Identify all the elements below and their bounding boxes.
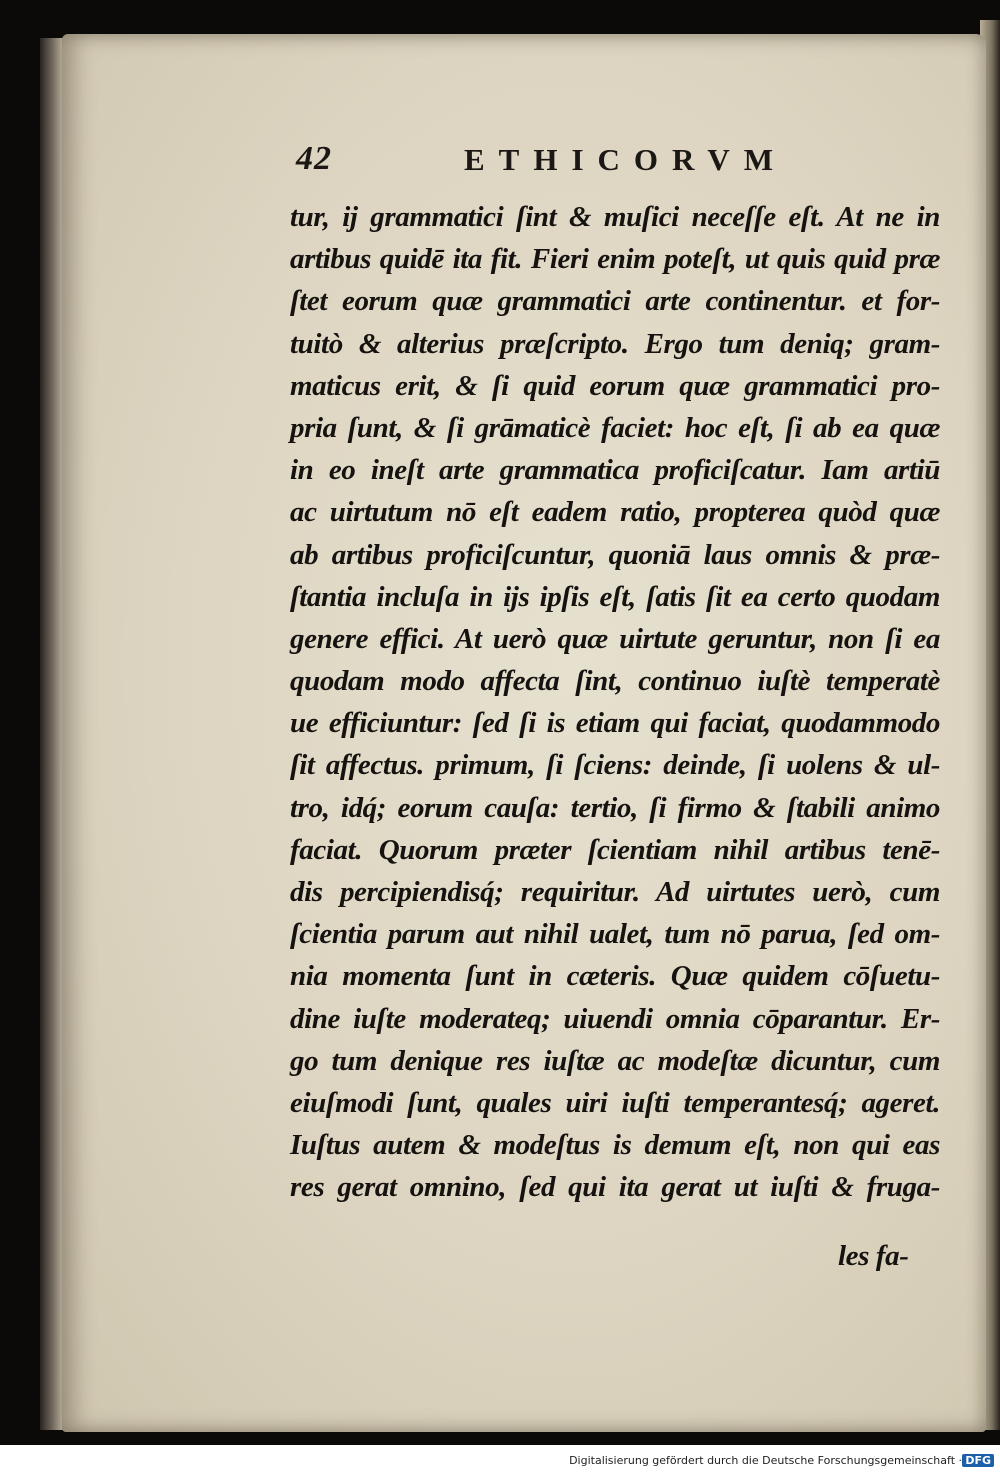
text-line: dis percipiendisq́; requiritur. Ad uirtutes uerò, cum (290, 876, 940, 908)
text-line: ac uirtutum nō eſt eadem ratio, propterea quòd quæ (290, 496, 940, 529)
text-line: ue efficiuntur: ſed ſi is etiam qui faciat, quodammodo (290, 707, 940, 740)
text-line: artibus quidē ita fit. Fieri enim poteſt, ut quis quid præ (290, 243, 940, 276)
text-line: faciat. Quorum præter ſcientiam nihil artibus tenē- (290, 833, 940, 866)
text-line: Iuſtus autem & modeſtus is demum eſt, non qui eas (290, 1129, 940, 1162)
page-number: 42 (296, 140, 332, 177)
text-line: quodam modo affecta ſint, continuo iuſtè temperatè (290, 665, 940, 698)
text-line: dine iuſte moderateq; uiuendi omnia cōparantur. Er- (290, 1002, 940, 1035)
body-text (290, 196, 940, 1209)
funding-credit: Digitalisierung gefördert durch die Deutsche Forschungsgemeinschaft · (569, 1454, 962, 1467)
catchword: les fa- (838, 1240, 909, 1272)
text-line: ſtet eorum quæ grammatici arte continentur. et for- (290, 285, 940, 318)
dfg-logo: DFG (962, 1454, 994, 1467)
text-line: tur, ij grammatici ſint & muſici neceſſe eſt. At ne in (290, 201, 940, 233)
page-header (296, 140, 956, 184)
text-line: go tum denique res iuſtæ ac modeſtæ dicuntur, cum (290, 1044, 940, 1077)
running-head: ETHICORVM (464, 142, 787, 177)
text-line: res gerat omnino, ſed qui ita gerat ut iuſti & fruga- (290, 1171, 940, 1204)
text-line: pria ſunt, & ſi grāmaticè faciet: hoc eſt, ſi ab ea quæ (290, 411, 940, 444)
text-line: nia momenta ſunt in cæteris. Quæ quidem cōſuetu- (290, 960, 940, 993)
text-line: maticus erit, & ſi quid eorum quæ grammatici pro- (290, 369, 940, 402)
text-line: ab artibus proficiſcuntur, quoniā laus omnis & præ- (290, 538, 940, 571)
text-line: ſcientia parum aut nihil ualet, tum nō parua, ſed om- (290, 918, 940, 951)
text-line: genere effici. At uerò quæ uirtute geruntur, non ſi ea (290, 622, 940, 655)
digitization-footer (0, 1445, 1000, 1475)
text-line: ſit affectus. primum, ſi ſciens: deinde, ſi uolens & ul- (290, 749, 940, 782)
text-line: eiuſmodi ſunt, quales uiri iuſti temperantesq́; ageret. (290, 1086, 940, 1119)
text-line: in eo ineſt arte grammatica proficiſcatur. Iam artiū (290, 454, 940, 487)
text-line: tuitò & alterius præſcripto. Ergo tum deniq; gram- (290, 327, 940, 360)
text-line: ſtantia incluſa in ijs ipſis eſt, ſatis ſit ea certo quodam (290, 580, 940, 613)
text-line: tro, idq́; eorum cauſa: tertio, ſi firmo & ſtabili animo (290, 791, 940, 824)
